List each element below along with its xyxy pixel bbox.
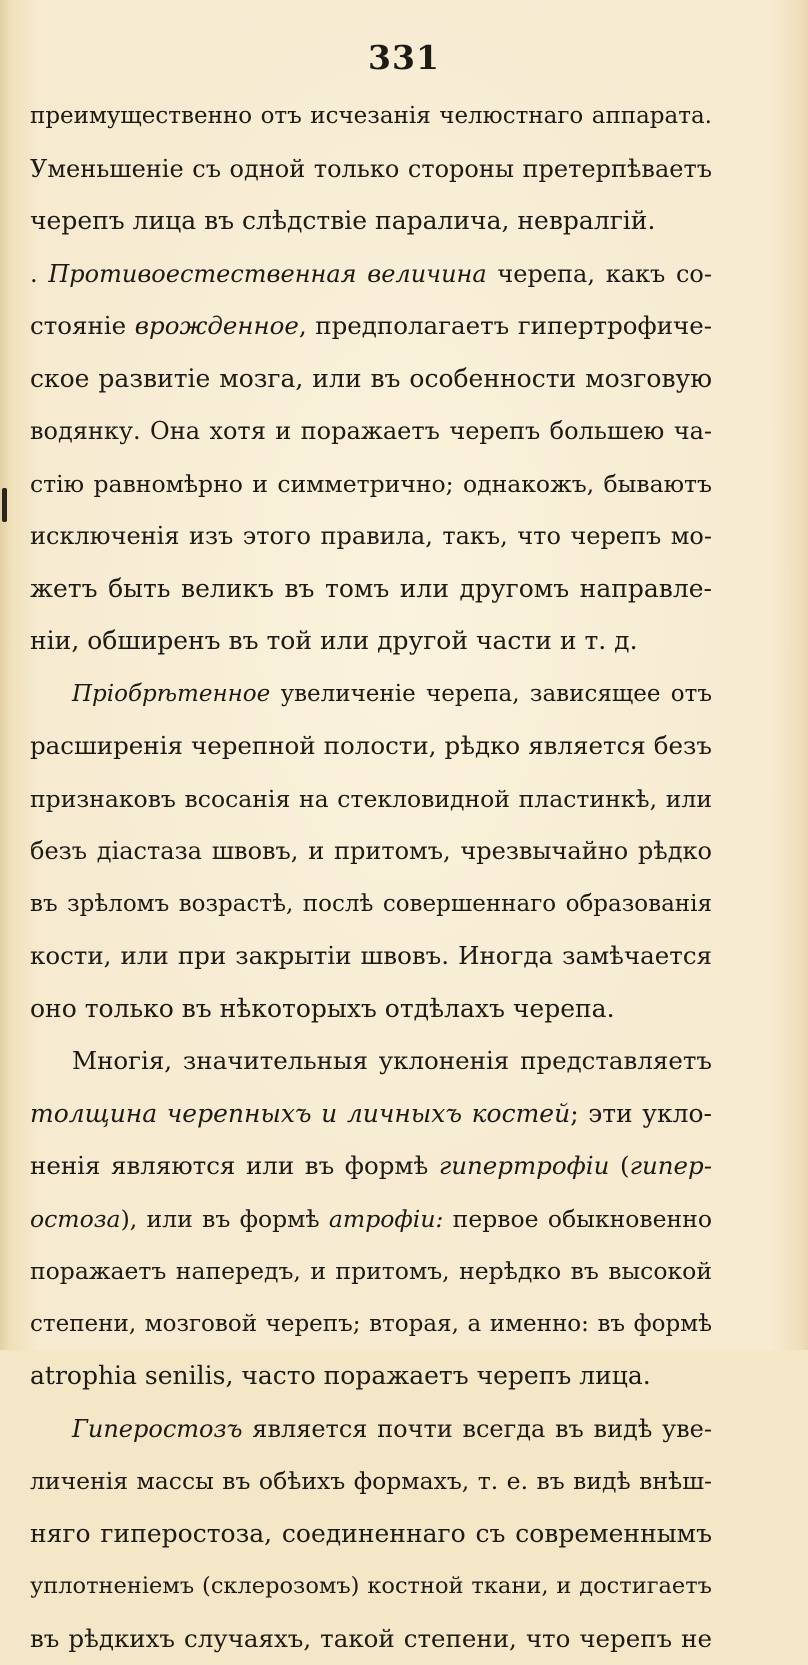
emphasis: гипертрофіи bbox=[439, 1151, 610, 1180]
text-line: atrophia senilis, часто поражаетъ черепъ лица. bbox=[30, 1350, 712, 1403]
text-line: толщина черепныхъ и личныхъ костей; эти укло- bbox=[30, 1088, 712, 1141]
text-line: кости, или при закрытіи швовъ. Иногда замѣчается bbox=[30, 930, 712, 983]
text-line: ское развитіе мозга, или въ особенности мозговую bbox=[30, 353, 712, 406]
binding-mark bbox=[2, 488, 7, 522]
text-line: ненія являются или въ формѣ гипертрофіи (гипер- bbox=[30, 1140, 712, 1193]
text-line: стояніе врожденное, предполагаетъ гипертрофиче- bbox=[30, 300, 712, 353]
text-line: признаковъ всосанія на стекловидной пластинкѣ, или bbox=[30, 773, 712, 826]
text-line: . Противоестественная величина черепа, какъ со- bbox=[30, 248, 712, 301]
text-line: преимущественно отъ исчезанія челюстнаго аппарата. bbox=[30, 90, 712, 143]
text-line: личенія массы въ обѣихъ формахъ, т. е. въ видѣ внѣш- bbox=[30, 1455, 712, 1508]
emphasis: остоза bbox=[30, 1205, 121, 1233]
emphasis: врожденное bbox=[135, 311, 299, 340]
body-text bbox=[30, 90, 712, 1665]
emphasis: гипер- bbox=[630, 1151, 712, 1180]
text-line: Пріобрѣтенное увеличеніе черепа, зависящее отъ bbox=[30, 668, 712, 721]
emphasis: толщина черепныхъ и личныхъ костей bbox=[30, 1099, 570, 1128]
text-line: водянку. Она хотя и поражаетъ черепъ большею ча- bbox=[30, 405, 712, 458]
text-line: Уменьшеніе съ одной только стороны претерпѣваетъ bbox=[30, 143, 712, 196]
text-line: поражаетъ напередъ, и притомъ, нерѣдко въ высокой bbox=[30, 1245, 712, 1298]
text-line: степени, мозговой черепъ; вторая, а именно: въ формѣ bbox=[30, 1298, 712, 1351]
text-line: Гиперостозъ является почти всегда въ видѣ уве- bbox=[30, 1403, 712, 1456]
text-line: жетъ быть великъ въ томъ или другомъ направле- bbox=[30, 563, 712, 616]
emphasis: Гиперостозъ bbox=[72, 1415, 243, 1443]
text-line: остоза), или въ формѣ атрофіи: первое обыкновенно bbox=[30, 1193, 712, 1246]
text-line: стію равномѣрно и симметрично; однакожъ, бываютъ bbox=[30, 458, 712, 511]
emphasis: Противоестественная величина bbox=[48, 260, 486, 288]
text-line: оно только въ нѣкоторыхъ отдѣлахъ черепа. bbox=[30, 983, 712, 1036]
emphasis: Пріобрѣтенное bbox=[72, 681, 270, 707]
text-line: черепъ лица въ слѣдствіе паралича, невралгій. bbox=[30, 195, 712, 248]
text-line: няго гиперостоза, соединеннаго съ современнымъ bbox=[30, 1508, 712, 1561]
text-line: въ зрѣломъ возрастѣ, послѣ совершеннаго образованія bbox=[30, 878, 712, 931]
text-line: Многія, значительныя уклоненія представляетъ bbox=[30, 1035, 712, 1088]
text-line: въ рѣдкихъ случаяхъ, такой степени, что черепъ не bbox=[30, 1613, 712, 1665]
text-line: исключенія изъ этого правила, такъ, что черепъ мо- bbox=[30, 510, 712, 563]
text-line: безъ діастаза швовъ, и притомъ, чрезвычайно рѣдко bbox=[30, 825, 712, 878]
text-line: уплотненіемъ (склерозомъ) костной ткани, и достигаетъ bbox=[30, 1560, 712, 1613]
text-line: расширенія черепной полости, рѣдко является безъ bbox=[30, 720, 712, 773]
text-line: ніи, обширенъ въ той или другой части и т. д. bbox=[30, 615, 712, 668]
emphasis: атрофіи: bbox=[329, 1205, 443, 1233]
page-number: 331 bbox=[0, 38, 808, 78]
